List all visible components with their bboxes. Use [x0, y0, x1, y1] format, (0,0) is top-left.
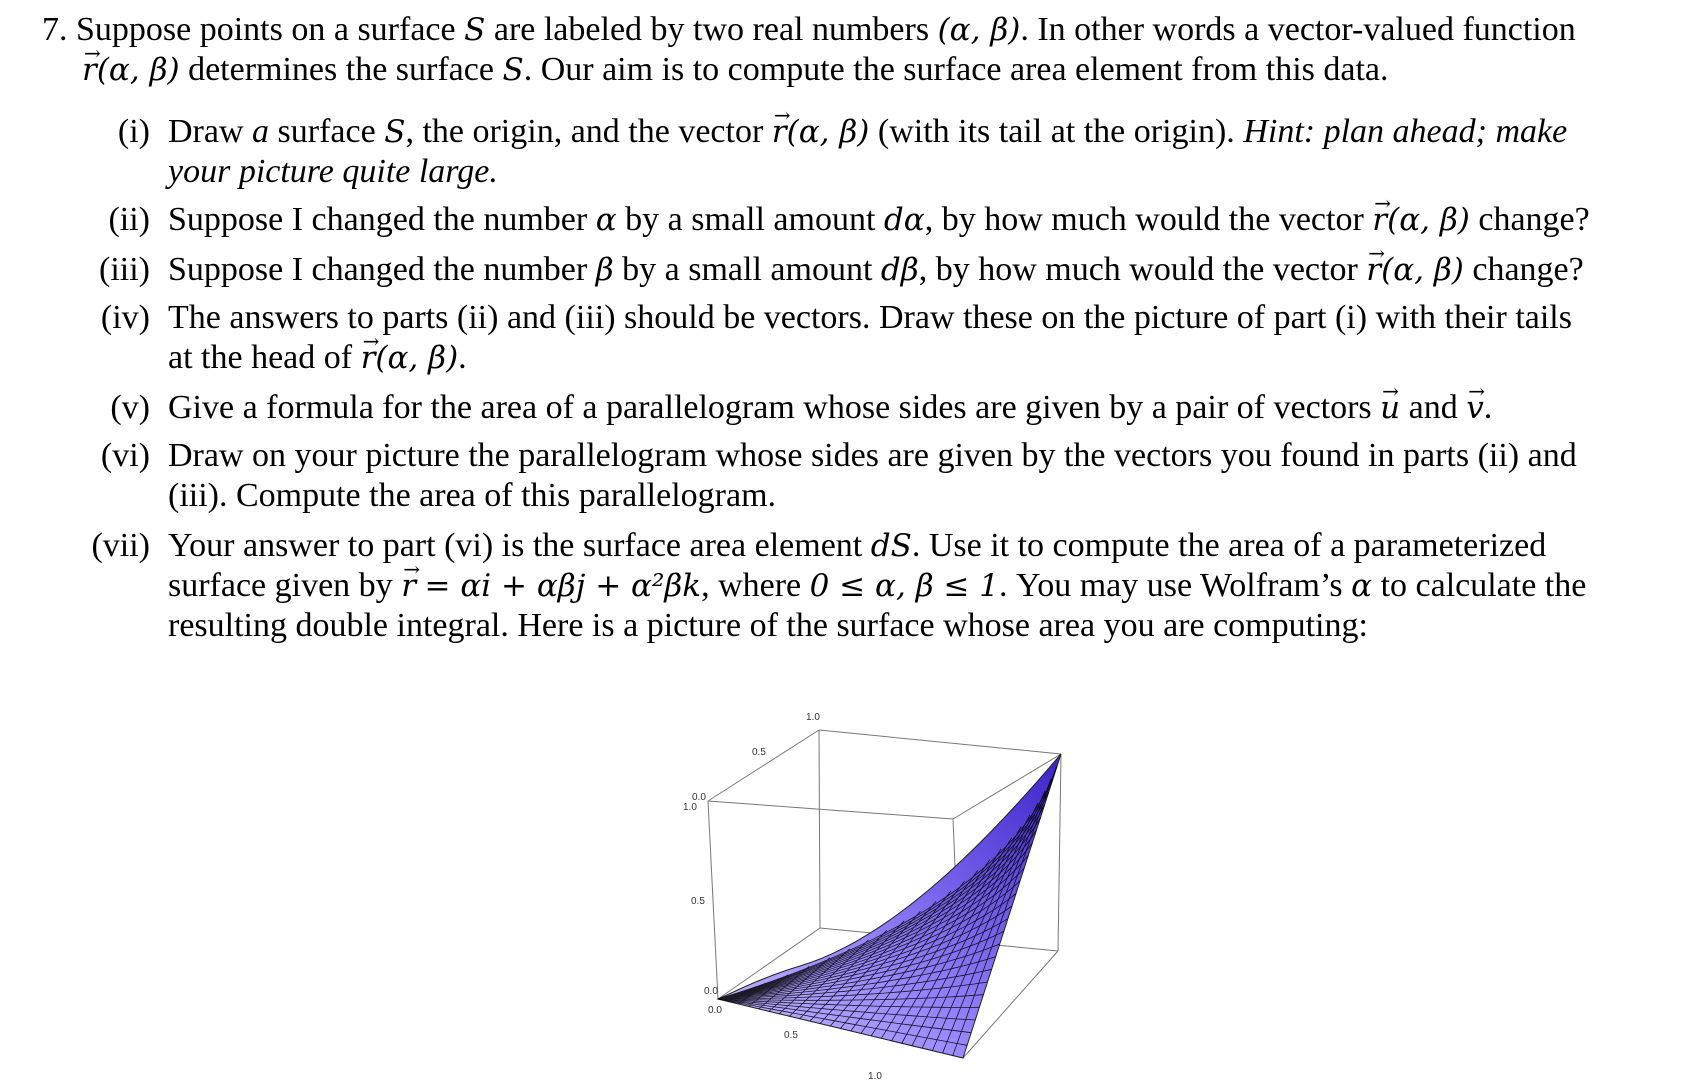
tick-left-1-0: 1.0	[683, 802, 697, 813]
tick-top-0-5: 0.5	[752, 747, 766, 758]
document-page: 7. Suppose points on a surface S are labeled by two real numbers (α, β). In other words a vector-valued function → r(α, β) determines the surface S. Our aim is to compute the surface area element from this data. (i) Draw a surface S, the origin, and the vector → r(α, β) (with its tail at the origin). Hint: plan ahead; make your picture quite large. (ii) Suppose I changed the number α by a small amount dα, by how much would the vector → r(α, β) change? (iii) Suppose I changed the number β by a small amount dβ, by how much would the vector → r(α, β) change? (iv) The answers to parts (ii) and (iii) should be vectors. Draw these on the picture of part (i) with their tails at the head of → r(α, β). (v) Give a formula for the area of a parallelogram whose sides are given by a pair of vectors → u and → v. (vi) Draw on your picture the parallelogram whose sides are given by the vectors you found in parts (ii) and (iii). Compute the area of this parallelogram. (vii) Your answer to part (vi) is the surface area element dS. Use it to compute the area of a parameterized surface given by → r = αi + αβj + α²βk, where 0 ≤ α, β ≤ 1. You may use Wolfram’s α to calculate the resulting double integral. Here is a picture of the surface whose area you are computing: 1.0 0.5 0.0 1.0 0.5 0.0 0.0 0.5 1.0	[0, 0, 1700, 1086]
intro-line-1: 7. Suppose points on a surface S are labeled by two real numbers (α, β). In other words a vector-valued function	[42, 11, 1576, 48]
part-iv-cont: at the head of → r(α, β).	[168, 338, 467, 378]
part-vii-line-2: surface given by → r = αi + αβj + α²βk, where 0 ≤ α, β ≤ 1. You may use Wolfram’s α to calculate the	[168, 566, 1586, 606]
tick-top-1-0: 1.0	[806, 712, 820, 723]
part-vi-cont: (iii). Compute the area of this parallelogram.	[168, 477, 777, 514]
tick-left-0-0: 0.0	[704, 986, 718, 997]
intro-line-2: → r(α, β) determines the surface S. Our aim is to compute the surface area element from this data.	[82, 50, 1389, 90]
tick-left-0-5: 0.5	[691, 896, 705, 907]
part-vii-line-3: resulting double integral. Here is a picture of the surface whose area you are computing:	[168, 607, 1368, 644]
problem-number: 7.	[42, 11, 68, 48]
tick-bottom-0-0: 0.0	[708, 1005, 722, 1016]
part-i-hint-cont: your picture quite large.	[168, 153, 498, 190]
tick-top-0-0: 0.0	[692, 792, 706, 803]
surface-plot	[683, 706, 1120, 1086]
tick-bottom-1-0: 1.0	[868, 1071, 882, 1082]
tick-bottom-0-5: 0.5	[784, 1030, 798, 1041]
surface-plot-svg	[683, 706, 1120, 1086]
surface-patch	[718, 754, 1061, 1058]
